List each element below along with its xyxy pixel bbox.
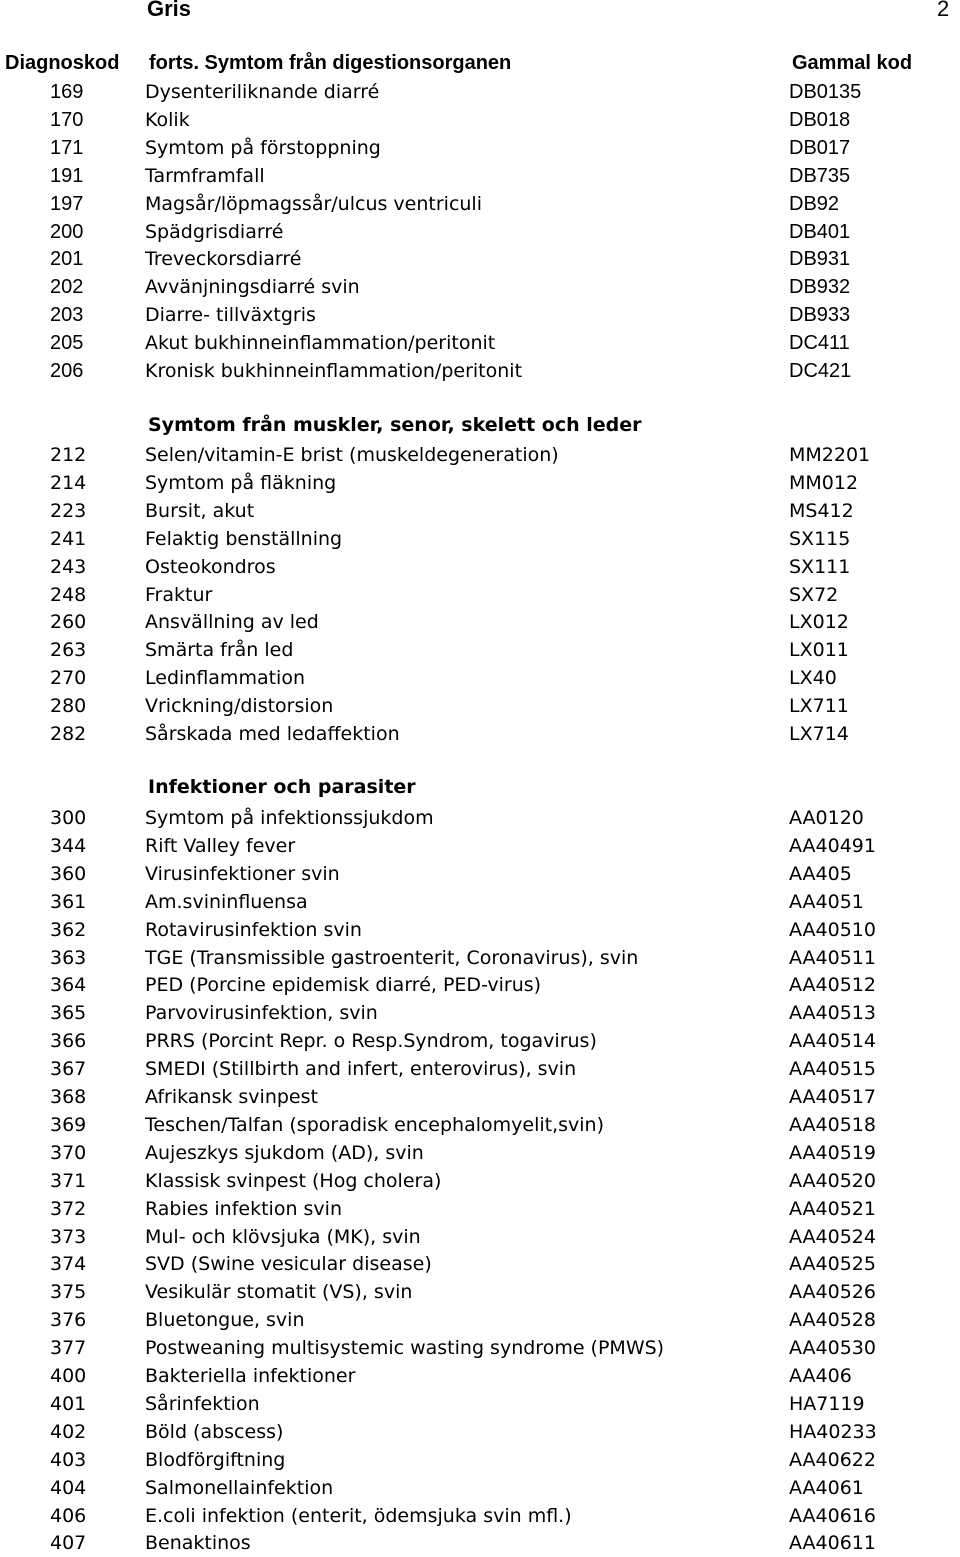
table-row [0, 218, 960, 246]
diagnosis-code: 169 [50, 81, 84, 103]
table-row [0, 329, 960, 357]
old-code: DB933 [789, 304, 851, 327]
table-row [0, 888, 960, 916]
diagnosis-description: Smärta från led [145, 639, 294, 662]
diagnosis-description: Rotavirusinfektion svin [145, 918, 362, 941]
diagnosis-code: 203 [50, 304, 84, 327]
column-header-diagnoskod: Diagnoskod [5, 52, 120, 74]
table-row [0, 664, 960, 692]
old-code: SX115 [789, 527, 851, 550]
diagnosis-description: Avvänjningsdiarré svin [145, 276, 360, 299]
table-row [0, 1502, 960, 1530]
table-row [0, 553, 960, 581]
table-row [0, 1446, 960, 1474]
column-header-gammal-kod: Gammal kod [792, 52, 913, 74]
diagnosis-code: 270 [50, 667, 87, 690]
diagnosis-code: 206 [50, 360, 84, 382]
table-row [0, 1306, 960, 1334]
old-code: SX111 [789, 555, 851, 578]
diagnosis-code: 170 [50, 108, 84, 131]
diagnosis-description: SVD (Swine vesicular disease) [145, 1253, 432, 1276]
diagnosis-code: 406 [50, 1504, 87, 1527]
old-code: MM012 [789, 471, 859, 494]
table-row [0, 999, 960, 1027]
diagnosis-description: Böld (abscess) [145, 1420, 284, 1443]
diagnosis-code: 202 [50, 276, 84, 299]
diagnosis-code: 361 [50, 890, 87, 913]
diagnosis-description: Am.svininfluensa [145, 890, 308, 913]
table-row [0, 106, 960, 134]
old-code: AA40517 [789, 1086, 876, 1108]
old-code: DB931 [789, 248, 851, 271]
table-row [0, 245, 960, 273]
diagnosis-description: Bluetongue, svin [145, 1309, 305, 1332]
old-code: DB401 [789, 220, 851, 243]
diagnosis-description: Symtom på förstoppning [145, 136, 381, 159]
section-heading-digestion: forts. Symtom från digestionsorganen [149, 52, 512, 74]
diagnosis-description: Sårinfektion [145, 1392, 260, 1415]
table-row [0, 1418, 960, 1446]
old-code: DB0135 [789, 81, 862, 103]
table-row [0, 692, 960, 720]
old-code: HA7119 [789, 1392, 865, 1415]
old-code: SX72 [789, 583, 839, 606]
diagnosis-code: 365 [50, 1002, 87, 1025]
old-code: AA0120 [789, 807, 864, 829]
old-code: DB92 [789, 192, 840, 215]
diagnosis-code: 367 [50, 1058, 87, 1081]
diagnosis-code: 369 [50, 1113, 87, 1136]
diagnosis-description: E.coli infektion (enterit, ödemsjuka svin mfl.) [145, 1504, 572, 1527]
old-code: DB017 [789, 136, 851, 159]
old-code: AA40513 [789, 1002, 876, 1025]
table-row [0, 190, 960, 218]
diagnosis-code: 377 [50, 1337, 87, 1360]
table-row [0, 441, 960, 469]
table-row [0, 1139, 960, 1167]
table-row [0, 608, 960, 636]
old-code: LX012 [789, 611, 849, 634]
old-code: LX711 [789, 695, 849, 718]
page-title: Gris [147, 0, 192, 21]
table-row [0, 1278, 960, 1306]
diagnosis-description: PED (Porcine epidemisk diarré, PED-virus) [145, 974, 542, 997]
diagnosis-description: PRRS (Porcint Repr. o Resp.Syndrom, togavirus) [145, 1030, 597, 1053]
diagnosis-description: Felaktig benställning [145, 527, 343, 550]
table-row [0, 1195, 960, 1223]
diagnosis-code: 212 [50, 444, 87, 466]
diagnosis-description: Rabies infektion svin [145, 1197, 342, 1220]
diagnosis-description: Spädgrisdiarré [145, 220, 284, 243]
table-row [0, 273, 960, 301]
table-row [0, 469, 960, 497]
diagnosis-code: 214 [50, 471, 87, 494]
table-row [0, 357, 960, 385]
diagnosis-description: Symtom på fläkning [145, 471, 337, 494]
table-row [0, 162, 960, 190]
table-row [0, 832, 960, 860]
old-code: DB932 [789, 276, 851, 299]
old-code: AA40515 [789, 1058, 876, 1081]
diagnosis-code: 370 [50, 1141, 87, 1164]
diagnosis-code: 376 [50, 1309, 87, 1332]
diagnosis-code: 401 [50, 1392, 87, 1415]
diagnosis-description: Rift Valley fever [145, 834, 296, 857]
old-code: AA40521 [789, 1197, 876, 1220]
table-row [0, 804, 960, 832]
old-code: AA40611 [789, 1532, 876, 1555]
table-row [0, 1474, 960, 1502]
diagnosis-description: Treveckorsdiarré [145, 248, 302, 271]
table-row [0, 78, 960, 106]
table-row [0, 860, 960, 888]
diagnosis-code: 344 [50, 834, 87, 857]
diagnosis-code: 205 [50, 332, 84, 355]
old-code: MM2201 [789, 444, 871, 466]
table-row [0, 1362, 960, 1390]
table-row [0, 134, 960, 162]
old-code: AA406 [789, 1365, 852, 1387]
section-heading-muskler-senor-skelett-leder: Symtom från muskler, senor, skelett och leder [148, 414, 642, 436]
diagnosis-code: 368 [50, 1086, 87, 1108]
old-code: DB735 [789, 164, 851, 187]
table-row [0, 1027, 960, 1055]
diagnosis-description: Osteokondros [145, 555, 276, 578]
diagnosis-code: 282 [50, 723, 87, 745]
diagnosis-description: Akut bukhinneinflammation/peritonit [145, 332, 496, 355]
diagnosis-description: Parvovirusinfektion, svin [145, 1002, 378, 1025]
diagnosis-description: Postweaning multisystemic wasting syndrome (PMWS) [145, 1337, 665, 1360]
old-code: LX40 [789, 667, 837, 690]
diagnosis-description: Afrikansk svinpest [145, 1086, 318, 1108]
table-row [0, 720, 960, 748]
old-code: AA40526 [789, 1281, 876, 1304]
old-code: AA40528 [789, 1309, 876, 1332]
diagnosis-description: Dysenteriliknande diarré [145, 81, 380, 103]
diagnosis-description: Teschen/Talfan (sporadisk encephalomyelit,svin) [145, 1113, 604, 1136]
old-code: LX011 [789, 639, 849, 662]
diagnosis-description: Kolik [145, 108, 190, 131]
page-number: 2 [937, 0, 950, 21]
old-code: DC421 [789, 360, 852, 382]
diagnosis-description: SMEDI (Stillbirth and infert, enterovirus), svin [145, 1058, 577, 1081]
diagnosis-description: Bursit, akut [145, 499, 255, 522]
diagnosis-code: 372 [50, 1197, 87, 1220]
diagnosis-description: Ledinflammation [145, 667, 305, 690]
diagnosis-description: Vesikulär stomatit (VS), svin [145, 1281, 413, 1304]
diagnosis-description: Kronisk bukhinneinflammation/peritonit [145, 360, 523, 382]
table-row [0, 301, 960, 329]
old-code: AA40491 [789, 834, 876, 857]
table-row [0, 1083, 960, 1111]
diagnosis-code: 407 [50, 1532, 87, 1555]
diagnosis-code: 363 [50, 946, 87, 969]
old-code: AA4051 [789, 890, 864, 913]
table-row [0, 1529, 960, 1557]
diagnosis-code: 362 [50, 918, 87, 941]
old-code: AA40514 [789, 1030, 876, 1053]
diagnosis-description: Benaktinos [145, 1532, 251, 1555]
table-row [0, 1390, 960, 1418]
table-row [0, 497, 960, 525]
diagnosis-description: Bakteriella infektioner [145, 1365, 356, 1387]
table-row [0, 1223, 960, 1251]
diagnosis-code: 371 [50, 1169, 87, 1192]
diagnosis-code: 400 [50, 1365, 87, 1387]
diagnosis-description: Salmonellainfektion [145, 1476, 334, 1499]
table-row [0, 581, 960, 609]
diagnosis-code: 263 [50, 639, 87, 662]
diagnosis-code: 201 [50, 248, 84, 271]
diagnosis-code: 374 [50, 1253, 87, 1276]
old-code: AA405 [789, 862, 852, 885]
diagnosis-code: 364 [50, 974, 87, 997]
old-code: AA40511 [789, 946, 876, 969]
diagnosis-code: 171 [50, 136, 84, 159]
diagnosis-description: Tarmframfall [145, 164, 265, 187]
old-code: AA40530 [789, 1337, 876, 1360]
diagnosis-description: Sårskada med ledaffektion [145, 723, 400, 745]
diagnosis-code: 241 [50, 527, 87, 550]
diagnosis-code: 404 [50, 1476, 87, 1499]
diagnosis-description: Magsår/löpmagssår/ulcus ventriculi [145, 192, 482, 215]
diagnosis-code: 360 [50, 862, 87, 885]
diagnosis-code: 197 [50, 192, 84, 215]
diagnosis-description: Virusinfektioner svin [145, 862, 340, 885]
old-code: AA40520 [789, 1169, 876, 1192]
diagnosis-description: Aujeszkys sjukdom (AD), svin [145, 1141, 424, 1164]
section-heading-infektioner-parasiter: Infektioner och parasiter [148, 776, 416, 798]
diagnosis-description: Diarre- tillväxtgris [145, 304, 316, 327]
old-code: AA40510 [789, 918, 876, 941]
table-row [0, 1250, 960, 1278]
old-code: AA40622 [789, 1448, 876, 1471]
table-row [0, 1334, 960, 1362]
old-code: AA40512 [789, 974, 876, 997]
diagnosis-description: Ansvällning av led [145, 611, 319, 634]
diagnosis-code: 403 [50, 1448, 87, 1471]
old-code: DB018 [789, 108, 851, 131]
diagnosis-code: 366 [50, 1030, 87, 1053]
diagnosis-code: 200 [50, 220, 84, 243]
table-row [0, 971, 960, 999]
diagnosis-description: Symtom på infektionssjukdom [145, 807, 434, 829]
old-code: MS412 [789, 499, 854, 522]
diagnosis-code: 280 [50, 695, 87, 718]
diagnosis-code: 300 [50, 807, 87, 829]
diagnosis-code: 375 [50, 1281, 87, 1304]
old-code: AA40518 [789, 1113, 876, 1136]
old-code: HA40233 [789, 1420, 877, 1443]
table-row [0, 1167, 960, 1195]
diagnosis-code: 223 [50, 499, 87, 522]
diagnosis-description: Klassisk svinpest (Hog cholera) [145, 1169, 442, 1192]
diagnosis-description: Mul- och klövsjuka (MK), svin [145, 1225, 421, 1248]
old-code: LX714 [789, 723, 849, 745]
diagnosis-description: Vrickning/distorsion [145, 695, 334, 718]
table-row [0, 636, 960, 664]
old-code: AA4061 [789, 1476, 864, 1499]
diagnosis-description: Blodförgiftning [145, 1448, 286, 1471]
table-row [0, 1055, 960, 1083]
old-code: AA40519 [789, 1141, 876, 1164]
diagnosis-code: 248 [50, 583, 87, 606]
diagnosis-code: 373 [50, 1225, 87, 1248]
old-code: DC411 [789, 332, 850, 355]
diagnosis-code: 260 [50, 611, 87, 634]
diagnosis-description: TGE (Transmissible gastroenterit, Coronavirus), svin [145, 946, 639, 969]
old-code: AA40525 [789, 1253, 876, 1276]
old-code: AA40524 [789, 1225, 876, 1248]
diagnosis-code: 191 [50, 164, 84, 187]
table-row [0, 1111, 960, 1139]
table-row [0, 944, 960, 972]
diagnosis-description: Selen/vitamin-E brist (muskeldegeneration) [145, 444, 559, 466]
diagnosis-code: 402 [50, 1420, 87, 1443]
table-row [0, 916, 960, 944]
table-row [0, 525, 960, 553]
diagnosis-description: Fraktur [145, 583, 213, 606]
diagnosis-code: 243 [50, 555, 87, 578]
old-code: AA40616 [789, 1504, 876, 1527]
